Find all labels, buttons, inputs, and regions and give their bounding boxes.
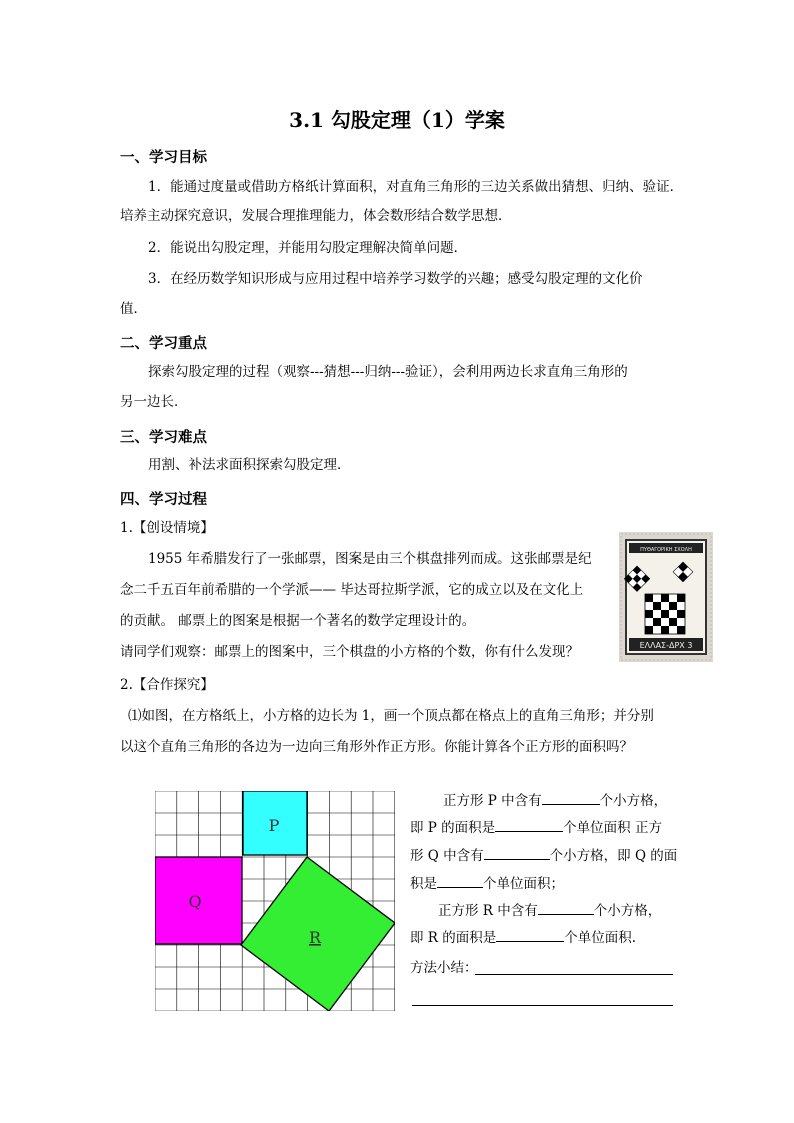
explore-line-2: 以这个直角三角形的各边为一边向三角形外作正方形。你能计算各个正方形的面积吗？ (120, 739, 633, 755)
pythagoras-stamp-image (619, 532, 713, 662)
blank-r-count[interactable] (538, 902, 594, 915)
stamp-text: ΕΛΛΑΣ-ΔΡΧ 3 (639, 641, 693, 650)
goal-3-line-2: 值． (120, 301, 147, 317)
heading-process: 四、学习过程 (120, 491, 207, 508)
blank-q-count[interactable] (484, 847, 550, 860)
blank-r-area[interactable] (496, 929, 564, 942)
question-r-area: 即 R 的面积是 个单位面积. (410, 930, 637, 946)
question-p-area: 即 P 的面积是 个单位面积 正方 (410, 820, 662, 836)
question-q-count: 形 Q 中含有 个小方格，即 Q 的面 (410, 848, 678, 864)
key-line-1: 探索勾股定理的过程（观察---猜想---归纳---验证），会利用两边长求直角三角形的 (148, 364, 628, 380)
label-q: Q (188, 892, 202, 911)
summary-line-2[interactable] (412, 1005, 673, 1006)
scenario-line-4: 请同学们观察：邮票上的图案中，三个棋盘的小方格的个数，你有什么发现？ (120, 644, 579, 660)
method-summary-label: 方法小结： (410, 960, 478, 976)
label-r: R (308, 928, 322, 947)
blank-p-count[interactable] (542, 792, 600, 805)
difficulty-line-1: 用割、补法求面积探索勾股定理． (148, 457, 351, 473)
question-p-count: 正方形 P 中含有 个小方格， (443, 793, 668, 809)
page-title: 3.1 勾股定理（1）学案 (289, 108, 505, 132)
subheading-explore: 2.【合作探究】 (120, 677, 214, 693)
summary-line-1[interactable] (475, 974, 673, 975)
subheading-scenario: 1.【创设情境】 (120, 520, 214, 536)
explore-line-1: ⑴如图，在方格纸上，小方格的边长为 1，画一个顶点都在格点上的直角三角形；并分别 (128, 708, 654, 724)
goal-3-line-1: 3．在经历数学知识形成与应用过程中培养学习数学的兴趣；感受勾股定理的文化价 (148, 271, 643, 287)
heading-key: 二、学习重点 (120, 335, 207, 352)
scenario-line-1: 1955 年希腊发行了一张邮票，图案是由三个棋盘排列而成。这张邮票是纪 (148, 551, 592, 567)
heading-difficulty: 三、学习难点 (120, 429, 207, 446)
scenario-line-3: 的贡献。 邮票上的图案是根据一个著名的数学定理设计的。 (120, 613, 476, 629)
goal-1-line-2: 培养主动探究意识，发展合理推理能力，体会数形结合数学思想． (120, 208, 512, 224)
label-p: P (268, 816, 280, 835)
goal-2: 2．能说出勾股定理，并能用勾股定理解决简单问题． (148, 240, 468, 256)
grid-figure (155, 791, 395, 1011)
blank-p-area[interactable] (495, 819, 563, 832)
goal-1-line-1: 1．能通过度量或借助方格纸计算面积，对直角三角形的三边关系做出猜想、归纳、验证． (148, 179, 684, 195)
question-r-count: 正方形 R 中含有 个小方格， (438, 903, 662, 919)
key-line-2: 另一边长． (120, 394, 188, 410)
blank-q-area[interactable] (437, 875, 483, 888)
svg-text:ΠΥΘΑΓΟΡΙΚΗ ΣΧΟΛΗ: ΠΥΘΑΓΟΡΙΚΗ ΣΧΟΛΗ (640, 547, 692, 553)
heading-goals: 一、学习目标 (120, 149, 207, 166)
scenario-line-2: 念二千五百年前希腊的一个学派—— 毕达哥拉斯学派，它的成立以及在文化上 (120, 582, 584, 598)
question-q-area: 积是 个单位面积； (410, 876, 564, 892)
